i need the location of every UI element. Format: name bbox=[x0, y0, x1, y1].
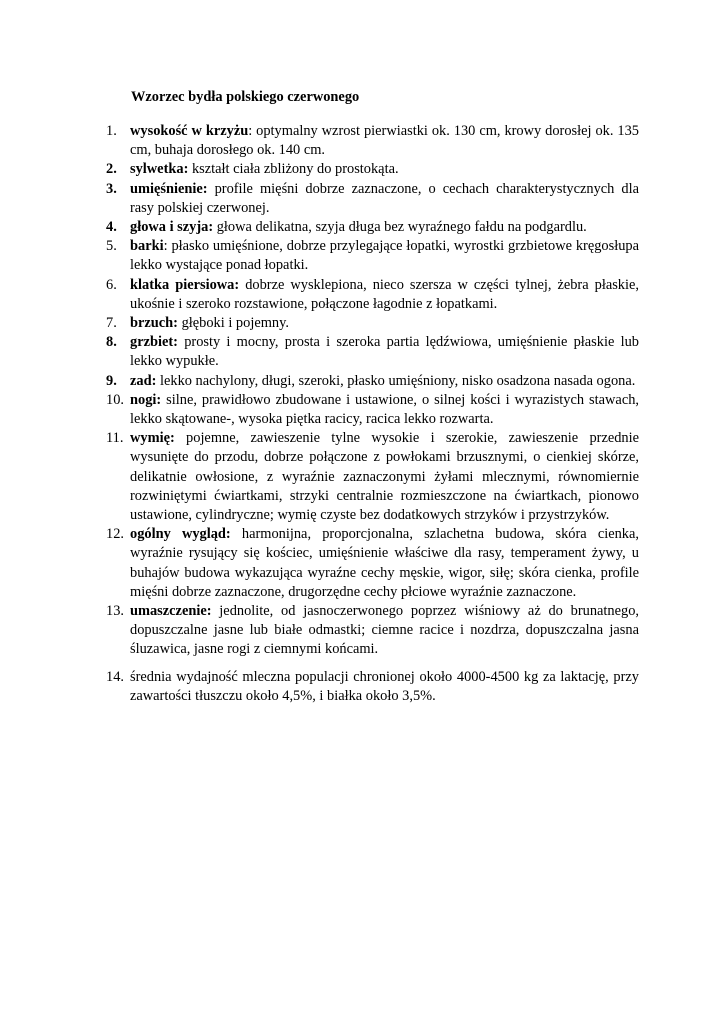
item-content bbox=[130, 219, 587, 235]
item-description: średnia wydajność mleczna populacji chronionej około 4000-4500 kg za laktację, przy zawartości tłuszczu około 4,5%, i białka około 3,5%. bbox=[130, 668, 639, 704]
document-title: Wzorzec bydła polskiego czerwonego bbox=[131, 89, 360, 105]
item-description: prosty i mocny, prosta i szeroka partia lędźwiowa, umięśnienie płaskie lub lekko wypukłe. bbox=[130, 334, 639, 370]
item-number: 7. bbox=[106, 315, 117, 332]
item-term: nogi: bbox=[130, 391, 162, 408]
item-number: 5. bbox=[106, 238, 117, 255]
item-description: głęboki i pojemny. bbox=[177, 315, 289, 332]
item-term: umięśnienie: bbox=[130, 180, 208, 197]
item-number: 10. bbox=[106, 391, 124, 408]
item-number: 9. bbox=[106, 372, 117, 389]
item-separator: : bbox=[163, 238, 168, 255]
item-description: pojemne, zawieszenie tylne wysokie i szerokie, zawieszenie przednie wysunięte do przodu, dobrze połączone z powłokami brzusznymi, o cienkiej skórze, delikatnie owłosione, z wyraźnie zaznaczonymi żyłami mlecznymi, równomiernie rozwiniętymi ćwiartkami, strzyki centralnie rozmieszczone na ćwiartkach, pionowo ustawione, cylindryczne; wymię czyste bez dodatkowych strzyków i przystrzyków. bbox=[130, 430, 639, 524]
item-content bbox=[130, 373, 635, 389]
item-number: 6. bbox=[106, 276, 117, 293]
standard-criteria-list bbox=[106, 122, 639, 706]
list-item bbox=[106, 525, 639, 602]
item-content bbox=[130, 430, 639, 523]
item-content bbox=[130, 334, 639, 369]
item-content bbox=[130, 526, 639, 600]
list-item bbox=[106, 180, 639, 218]
item-number: 13. bbox=[106, 603, 124, 620]
item-term: głowa i szyja: bbox=[130, 219, 214, 236]
item-content bbox=[130, 161, 399, 177]
item-content bbox=[130, 123, 639, 158]
item-term: brzuch: bbox=[130, 315, 178, 332]
item-separator: : bbox=[248, 123, 253, 139]
item-content bbox=[130, 603, 639, 657]
item-content bbox=[130, 238, 639, 273]
list-item bbox=[106, 602, 639, 660]
item-number: 14. bbox=[106, 668, 124, 685]
item-description: głowa delikatna, szyja długa bez wyraźnego fałdu na podgardlu. bbox=[213, 219, 587, 236]
item-content bbox=[130, 277, 639, 312]
item-content bbox=[130, 181, 639, 216]
list-item bbox=[106, 668, 639, 706]
item-description: kształt ciała zbliżony do prostokąta. bbox=[188, 161, 399, 178]
list-item bbox=[106, 391, 639, 429]
item-content bbox=[130, 669, 639, 704]
item-term: barki bbox=[130, 238, 164, 255]
list-item bbox=[106, 218, 639, 237]
item-number: 2. bbox=[106, 161, 117, 178]
item-number: 3. bbox=[106, 180, 117, 197]
item-description: dobrze wysklepiona, nieco szersza w części tylnej, żebra płaskie, ukośnie i szeroko rozstawione, połączone łagodnie z łopatkami. bbox=[130, 276, 639, 312]
item-number: 8. bbox=[106, 334, 117, 351]
item-description: lekko nachylony, długi, szeroki, płasko umięśniony, nisko osadzona nasada ogona. bbox=[156, 372, 636, 389]
item-content bbox=[130, 315, 289, 331]
item-description: optymalny wzrost pierwiastki ok. 130 cm, krowy dorosłej ok. 135 cm, buhaja dorosłego ok. 140 cm. bbox=[130, 123, 639, 159]
item-number: 4. bbox=[106, 219, 117, 236]
item-description: płasko umięśnione, dobrze przylegające łopatki, wyrostki grzbietowe kręgosłupa lekko wystające ponad łopatki. bbox=[130, 238, 639, 274]
item-description: harmonijna, proporcjonalna, szlachetna budowa, skóra cienka, wyraźnie rysujący się kościec, umięśnienie właściwe dla rasy, temperament żywy, u buhajów budowa wykazująca wyraźne cechy męskie, wigor, siłę; skóra cienka, profile mięśni dobrze zaznaczone, drugorzędne cechy płciowe wyraźnie zaznaczone. bbox=[130, 526, 639, 600]
list-item bbox=[106, 276, 639, 314]
list-item bbox=[106, 122, 639, 160]
item-term: zad: bbox=[130, 372, 157, 389]
list-item bbox=[106, 237, 639, 275]
list-item bbox=[106, 372, 639, 391]
item-description: silne, prawidłowo zbudowane i ustawione, o silnej kości i wyrazistych stawach, lekko skątowane-, wysoka piętka racicy, racica lekko rozwarta. bbox=[130, 391, 639, 428]
item-number: 1. bbox=[106, 123, 117, 139]
list-item bbox=[106, 314, 639, 333]
list-item bbox=[106, 429, 639, 525]
item-description: profile mięśni dobrze zaznaczone, o cechach charakterystycznych dla rasy polskiej czerwonej. bbox=[130, 180, 639, 216]
list-item bbox=[106, 333, 639, 371]
item-term: ogólny wygląd: bbox=[130, 526, 231, 543]
list-item bbox=[106, 160, 639, 179]
item-number: 11. bbox=[106, 430, 124, 447]
item-description: jednolite, od jasnoczerwonego poprzez wiśniowy aż do brunatnego, dopuszczalne jasne lub białe odmastki; ciemne racice i nozdrza, dopuszczalna jasna śluzawica, jasne rogi z ciemnymi końcami. bbox=[130, 603, 639, 658]
item-term: umaszczenie: bbox=[130, 603, 212, 620]
item-term: klatka piersiowa: bbox=[130, 276, 240, 293]
item-number: 12. bbox=[106, 526, 124, 543]
item-content bbox=[130, 392, 639, 427]
item-term: wymię: bbox=[130, 430, 175, 447]
item-term: grzbiet: bbox=[130, 334, 178, 351]
item-term: sylwetka: bbox=[130, 161, 189, 178]
item-term: wysokość w krzyżu bbox=[130, 123, 249, 139]
